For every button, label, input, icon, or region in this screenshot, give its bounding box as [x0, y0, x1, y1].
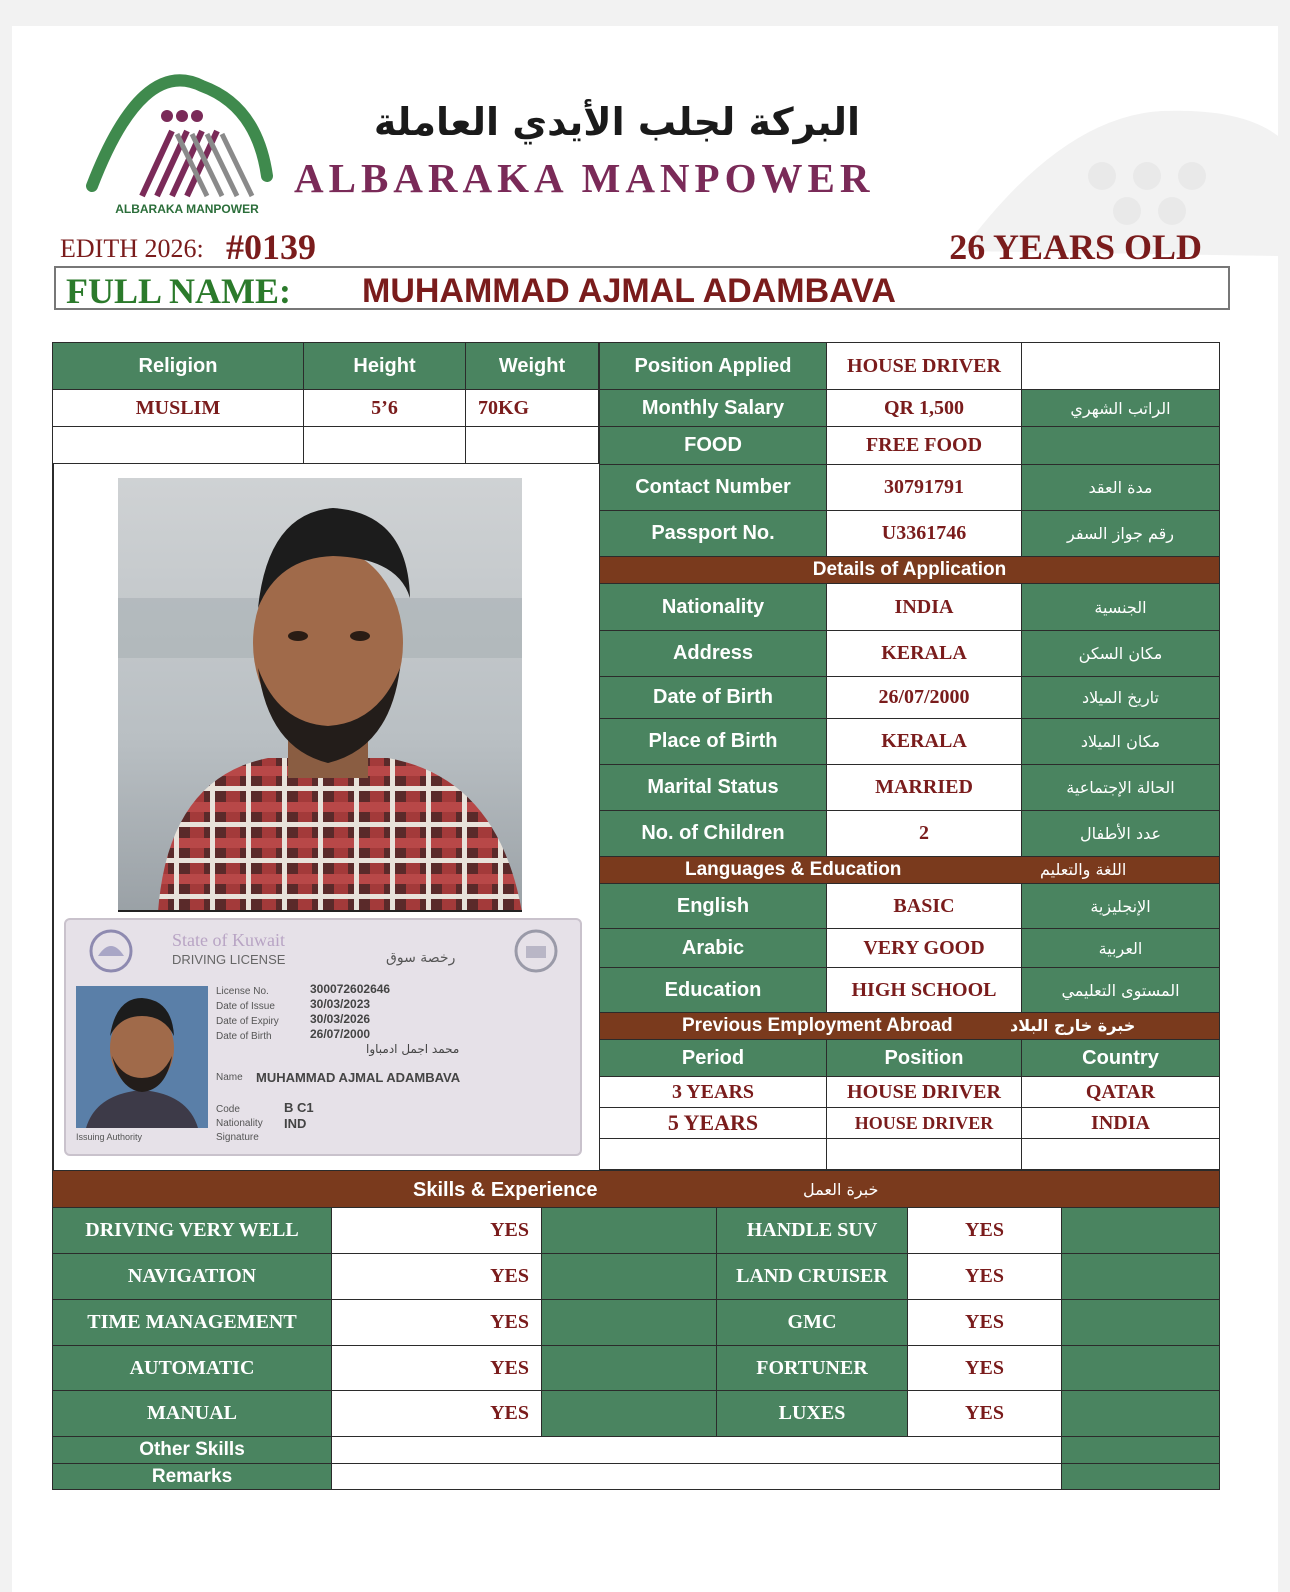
language-row-label: English	[599, 883, 827, 929]
skill-extra	[541, 1253, 717, 1300]
physical-empty-cell	[465, 426, 599, 464]
license-code-label: Code	[216, 1104, 240, 1115]
position-row-label: Passport No.	[599, 510, 827, 557]
license-nationality: IND	[284, 1116, 307, 1131]
skill-extra	[1061, 1299, 1220, 1346]
skill-extra	[1061, 1253, 1220, 1300]
skill-extra	[541, 1299, 717, 1346]
language-row-value: VERY GOOD	[826, 928, 1022, 968]
remarks-value	[331, 1463, 1062, 1490]
physical-empty-cell	[303, 426, 466, 464]
remarks-label: Remarks	[52, 1463, 332, 1490]
position-row-value: QR 1,500	[826, 389, 1022, 427]
skill-extra	[1061, 1207, 1220, 1254]
physical-empty-cell	[52, 426, 304, 464]
position-row-label: Monthly Salary	[599, 389, 827, 427]
employment-period-header: Period	[599, 1039, 827, 1077]
driving-license-card	[64, 918, 582, 1156]
languages-title: Languages & Education	[685, 859, 902, 880]
weight-header: Weight	[465, 342, 599, 390]
details-row-value: INDIA	[826, 583, 1022, 631]
position-row-arabic: الراتب الشهري	[1021, 389, 1220, 427]
skill-name: AUTOMATIC	[52, 1345, 332, 1391]
full-name-value: MUHAMMAD AJMAL ADAMBAVA	[362, 272, 896, 310]
license-number: 300072602646	[310, 982, 391, 996]
employment-country-header: Country	[1021, 1039, 1220, 1077]
skill-value: YES	[331, 1207, 542, 1254]
employment-period: 3 YEARS	[599, 1076, 827, 1108]
details-row-label: Place of Birth	[599, 718, 827, 765]
license-signature-label: Signature	[216, 1132, 259, 1143]
company-name: ALBARAKA MANPOWER	[294, 155, 875, 201]
photo-divider	[118, 910, 522, 912]
details-row-arabic: تاريخ الميلاد	[1021, 676, 1220, 719]
religion-value: MUSLIM	[52, 389, 304, 427]
details-row-value: 2	[826, 810, 1022, 857]
kuwait-seal-icon	[506, 926, 566, 976]
skill-value: YES	[907, 1345, 1062, 1391]
language-row-arabic: الإنجليزية	[1021, 883, 1220, 929]
height-value: 5’6	[303, 389, 466, 427]
kuwait-emblem-icon	[86, 926, 136, 976]
remarks-extra	[1061, 1463, 1220, 1490]
position-row-arabic: رقم جواز السفر	[1021, 510, 1220, 557]
license-nationality-label: Nationality	[216, 1118, 263, 1129]
details-row-label: Address	[599, 630, 827, 677]
employment-empty-cell	[1021, 1138, 1220, 1170]
age-label: 26 YEARS OLD	[949, 227, 1202, 267]
employment-empty-cell	[826, 1138, 1022, 1170]
position-row-value: HOUSE DRIVER	[826, 342, 1022, 390]
details-row-value: KERALA	[826, 630, 1022, 677]
details-row-arabic: مكان السكن	[1021, 630, 1220, 677]
skill-value: YES	[907, 1299, 1062, 1346]
skill-value: YES	[331, 1253, 542, 1300]
employment-position: HOUSE DRIVER	[826, 1076, 1022, 1108]
skill-name: LUXES	[716, 1390, 908, 1437]
language-row-label: Arabic	[599, 928, 827, 968]
skill-value: YES	[907, 1390, 1062, 1437]
position-row-label: Contact Number	[599, 464, 827, 511]
position-row-value: FREE FOOD	[826, 426, 1022, 465]
other-skills-value	[331, 1436, 1062, 1464]
full-name-box	[54, 266, 1230, 310]
position-row-value: U3361746	[826, 510, 1022, 557]
skill-extra	[541, 1390, 717, 1437]
language-row-label: Education	[599, 967, 827, 1013]
position-row-label: Position Applied	[599, 342, 827, 390]
license-field-label: License No.	[216, 986, 269, 997]
company-name-arabic: البركة لجلب الأيدي العاملة	[373, 100, 861, 144]
license-state: State of Kuwait	[172, 930, 285, 950]
position-row-value: 30791791	[826, 464, 1022, 511]
license-name-label: Name	[216, 1072, 243, 1083]
details-row-label: Nationality	[599, 583, 827, 631]
license-code: B C1	[284, 1100, 314, 1115]
skill-value: YES	[331, 1390, 542, 1437]
position-row-arabic	[1021, 342, 1220, 390]
skill-extra	[541, 1345, 717, 1391]
skills-title-bar	[52, 1170, 1220, 1208]
position-row-arabic: مدة العقد	[1021, 464, 1220, 511]
language-row-arabic: المستوى التعليمي	[1021, 967, 1220, 1013]
employment-title: Previous Employment Abroad	[682, 1015, 953, 1036]
license-birth-date: 26/07/2000	[310, 1027, 371, 1041]
skill-name: MANUAL	[52, 1390, 332, 1437]
other-skills-label: Other Skills	[52, 1436, 332, 1464]
skill-name: HANDLE SUV	[716, 1207, 908, 1254]
languages-title-arabic: اللغة والتعليم	[1040, 860, 1127, 879]
details-row-value: MARRIED	[826, 764, 1022, 811]
skill-name: LAND CRUISER	[716, 1253, 908, 1300]
details-title: Details of Application	[599, 556, 1220, 584]
company-logo-icon	[82, 66, 282, 216]
position-row-label: FOOD	[599, 426, 827, 465]
employment-period: 5 YEARS	[599, 1107, 827, 1139]
cv-page	[12, 26, 1278, 1592]
license-holder-name: MUHAMMAD AJMAL ADAMBAVA	[256, 1070, 461, 1085]
skill-name: GMC	[716, 1299, 908, 1346]
details-row-label: Marital Status	[599, 764, 827, 811]
license-field-label: Date of Birth	[216, 1031, 272, 1042]
license-field-label: Date of Issue	[216, 1001, 275, 1012]
license-photo	[76, 986, 208, 1128]
license-field-values	[310, 982, 390, 1042]
license-issuing-authority: Issuing Authority	[76, 1132, 143, 1142]
details-row-arabic: مكان الميلاد	[1021, 718, 1220, 765]
language-row-arabic: العربية	[1021, 928, 1220, 968]
license-title-arabic: رخصة سوق	[386, 950, 456, 966]
employment-title-arabic: خبرة خارج البلاد	[1010, 1016, 1136, 1035]
license-name-arabic: محمد اجمل ادمباوا	[366, 1042, 460, 1056]
license-expiry-date: 30/03/2026	[310, 1012, 371, 1026]
details-row-label: Date of Birth	[599, 676, 827, 719]
reference-number: #0139	[226, 227, 316, 267]
employment-empty-cell	[599, 1138, 827, 1170]
license-issue-date: 30/03/2023	[310, 997, 371, 1011]
skill-extra	[541, 1207, 717, 1254]
height-header: Height	[303, 342, 466, 390]
skills-title: Skills & Experience	[413, 1179, 598, 1201]
license-field-labels	[216, 984, 279, 1044]
details-row-value: 26/07/2000	[826, 676, 1022, 719]
candidate-photo	[118, 478, 522, 912]
employment-country: INDIA	[1021, 1107, 1220, 1139]
employment-country: QATAR	[1021, 1076, 1220, 1108]
weight-value: 70KG	[465, 389, 599, 427]
license-field-label: Date of Expiry	[216, 1016, 279, 1027]
logo-caption: ALBARAKA MANPOWER	[115, 202, 259, 216]
details-row-arabic: الحالة الإجتماعية	[1021, 764, 1220, 811]
religion-header: Religion	[52, 342, 304, 390]
edition-label: EDITH 2026:	[60, 234, 204, 263]
languages-title-bar	[599, 856, 1220, 884]
license-title: DRIVING LICENSE	[172, 952, 286, 967]
skill-value: YES	[331, 1345, 542, 1391]
details-row-value: KERALA	[826, 718, 1022, 765]
position-row-arabic	[1021, 426, 1220, 465]
skill-extra	[1061, 1390, 1220, 1437]
skill-extra	[1061, 1345, 1220, 1391]
employment-position-header: Position	[826, 1039, 1022, 1077]
skill-value: YES	[331, 1299, 542, 1346]
full-name-label: FULL NAME:	[66, 271, 291, 311]
skills-title-arabic: خبرة العمل	[803, 1180, 879, 1199]
skill-name: FORTUNER	[716, 1345, 908, 1391]
details-row-arabic: عدد الأطفال	[1021, 810, 1220, 857]
employment-position: HOUSE DRIVER	[826, 1107, 1022, 1139]
details-row-label: No. of Children	[599, 810, 827, 857]
employment-title-bar	[599, 1012, 1220, 1040]
skill-value: YES	[907, 1253, 1062, 1300]
language-row-value: BASIC	[826, 883, 1022, 929]
language-row-value: HIGH SCHOOL	[826, 967, 1022, 1013]
skill-name: DRIVING VERY WELL	[52, 1207, 332, 1254]
skill-name: NAVIGATION	[52, 1253, 332, 1300]
details-row-arabic: الجنسية	[1021, 583, 1220, 631]
skill-name: TIME MANAGEMENT	[52, 1299, 332, 1346]
skill-value: YES	[907, 1207, 1062, 1254]
other-skills-extra	[1061, 1436, 1220, 1464]
